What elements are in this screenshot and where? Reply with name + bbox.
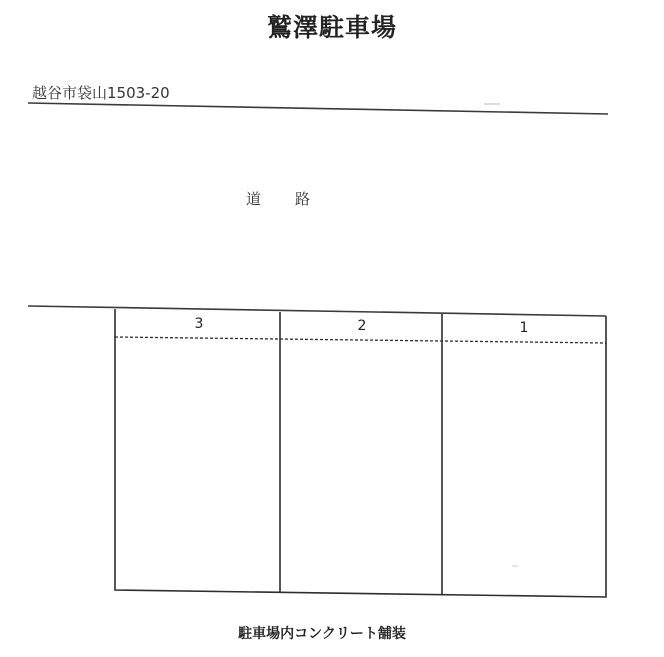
road-label-char-2: 路 (295, 190, 311, 208)
page-title: 鷲澤駐車場 (266, 13, 397, 42)
slot-number-1: 1 (519, 320, 529, 336)
parking-area-outline (115, 309, 606, 597)
pavement-note-text: 駐車場内コンクリート舗装 (238, 626, 406, 642)
pavement-note (0, 623, 664, 643)
road-label-char-1: 道 (246, 190, 262, 208)
dashed-stop-line (115, 337, 606, 343)
road-upper-boundary (28, 103, 608, 114)
slot-number-3: 3 (194, 316, 204, 332)
address-label: 越谷市袋山1503-20 (32, 84, 170, 102)
road-label (246, 188, 310, 209)
slot-number-2: 2 (357, 318, 367, 334)
